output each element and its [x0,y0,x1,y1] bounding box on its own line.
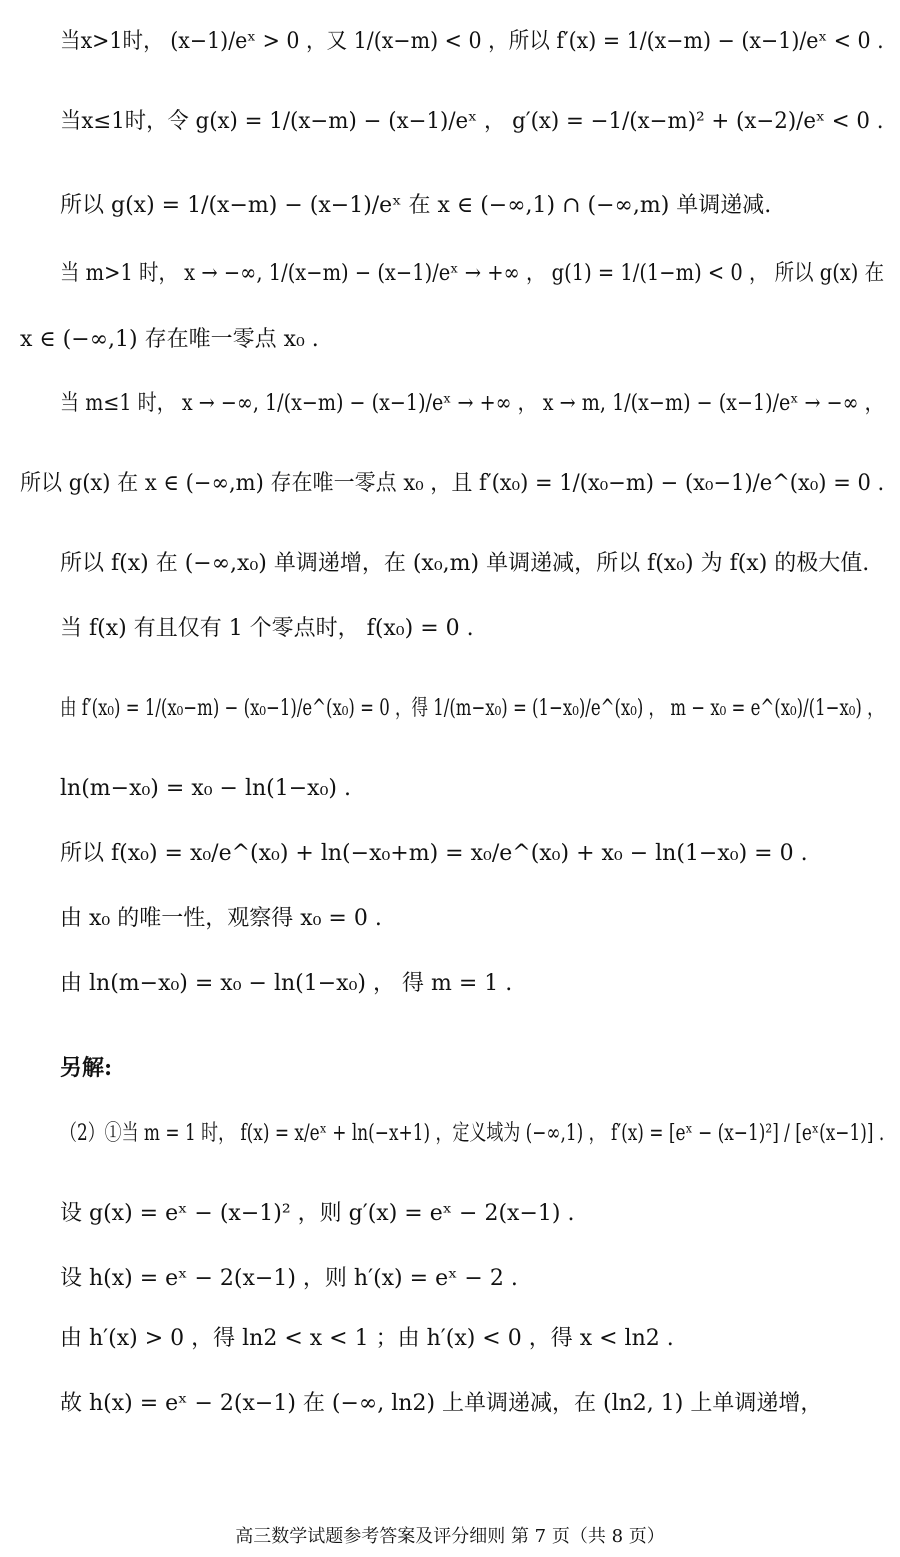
solution-line-8: 所以 f(x) 在 (−∞,x₀) 单调递增，在 (x₀,m) 单调递减，所以 f(x₀) 为 f(x) 的极大值. [60,551,870,576]
solution-line-5: x ∈ (−∞,1) 存在唯一零点 x₀ . [20,327,319,352]
solution-line-6: 当 m≤1 时， x → −∞, 1/(x−m) − (x−1)/eˣ → +∞ ， x → m, 1/(x−m) − (x−1)/eˣ → −∞ ， [60,391,884,416]
solution-line-4: 当 m>1 时， x → −∞, 1/(x−m) − (x−1)/eˣ → +∞ ， g(1) = 1/(1−m) < 0 ， 所以 g(x) 在 [60,261,885,286]
alt-line-1: （2）①当 m = 1 时， f(x) = x/eˣ + ln(−x+1) ，定义域为 (−∞,1) ， f′(x) = [eˣ − (x−1)²] / [eˣ(x−1)] . [60,1121,885,1146]
solution-line-3: 所以 g(x) = 1/(x−m) − (x−1)/eˣ 在 x ∈ (−∞,1) ∩ (−∞,m) 单调递减. [60,193,772,218]
page-footer: 高三数学试题参考答案及评分细则 第 7 页（共 8 页） [235,1526,665,1547]
solution-line-9: 当 f(x) 有且仅有 1 个零点时， f(x₀) = 0 . [60,616,474,641]
solution-line-12: 所以 f(x₀) = x₀/e^(x₀) + ln(−x₀+m) = x₀/e^(x₀) + x₀ − ln(1−x₀) = 0 . [60,841,808,866]
alt-line-5: 故 h(x) = eˣ − 2(x−1) 在 (−∞, ln2) 上单调递减，在 (ln2, 1) 上单调递增， [60,1391,823,1416]
solution-line-11: ln(m−x₀) = x₀ − ln(1−x₀) . [60,776,351,801]
alt-line-2: 设 g(x) = eˣ − (x−1)² ，则 g′(x) = eˣ − 2(x−1) . [60,1201,575,1226]
solution-line-2: 当x≤1时，令 g(x) = 1/(x−m) − (x−1)/eˣ ， g′(x) = −1/(x−m)² + (x−2)/eˣ < 0 . [60,109,884,134]
solution-line-14: 由 ln(m−x₀) = x₀ − ln(1−x₀) ， 得 m = 1 . [60,971,513,996]
alt-line-4: 由 h′(x) > 0 ，得 ln2 < x < 1 ；由 h′(x) < 0 ，得 x < ln2 . [60,1326,674,1351]
solution-line-13: 由 x₀ 的唯一性，观察得 x₀ = 0 . [60,906,382,931]
solution-line-10: 由 f′(x₀) = 1/(x₀−m) − (x₀−1)/e^(x₀) = 0 ，得 1/(m−x₀) = (1−x₀)/e^(x₀) ， m − x₀ = e^(x₀)/(1−x₀) ， [60,696,884,721]
solution-line-7: 所以 g(x) 在 x ∈ (−∞,m) 存在唯一零点 x₀ ，且 f′(x₀) = 1/(x₀−m) − (x₀−1)/e^(x₀) = 0 . [20,471,885,496]
alt-line-3: 设 h(x) = eˣ − 2(x−1) ，则 h′(x) = eˣ − 2 . [60,1266,518,1291]
alternate-solution-heading: 另解: [60,1055,113,1081]
solution-line-1: 当x>1时， (x−1)/eˣ > 0 ，又 1/(x−m) < 0 ，所以 f′(x) = 1/(x−m) − (x−1)/eˣ < 0 . [60,29,884,54]
